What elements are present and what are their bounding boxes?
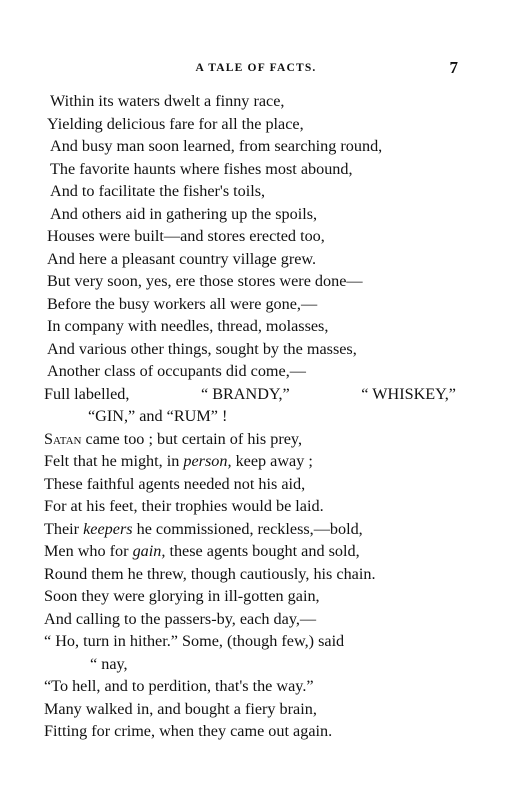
poem-line: Within its waters dwelt a finny race, xyxy=(50,92,285,110)
poem-line: But very soon, yes, ere those stores were done— xyxy=(47,272,363,290)
emphasis-person: person, xyxy=(183,452,232,470)
poem-line: Before the busy workers all were gone,— xyxy=(47,294,318,313)
poem-line: “ Ho, turn in hither.” Some, (though few,) said xyxy=(44,632,345,650)
poem-line-person xyxy=(44,450,464,473)
poem-line: And calling to the passers-by, each day,— xyxy=(44,609,317,628)
poem-line: These faithful agents needed not his aid, xyxy=(44,474,306,493)
poem-text xyxy=(44,90,464,743)
emphasis-gain: gain, xyxy=(132,542,166,560)
poem-line: Many walked in, and bought a fiery brain, xyxy=(44,699,317,718)
poem-line: And various other things, sought by the masses, xyxy=(47,339,357,358)
line-text: Felt that he might, in xyxy=(44,452,184,470)
line-text: Men who for xyxy=(44,542,133,560)
poem-line: And others aid in gathering up the spoils, xyxy=(50,204,318,223)
poem-line-gin: “GIN,” and “RUM” ! xyxy=(88,407,228,425)
line-text: Their xyxy=(44,519,84,538)
line-text: these agents bought and sold, xyxy=(165,542,360,560)
poem-line: Round them he threw, though cautiously, his chain. xyxy=(44,564,376,583)
poem-line: Yielding delicious fare for all the place, xyxy=(47,114,304,133)
poem-line: Soon they were glorying in ill-gotten gain, xyxy=(44,587,320,605)
poem-line: And here a pleasant country village grew. xyxy=(47,249,317,268)
poem-line-gain xyxy=(44,540,464,563)
page-header xyxy=(0,58,512,78)
page-number: 7 xyxy=(449,58,458,77)
poem-line: In company with needles, thread, molasses, xyxy=(47,317,329,335)
poem-line-brandy xyxy=(44,383,456,406)
poem-line: Another class of occupants did come,— xyxy=(47,362,306,380)
whiskey-text: “ WHISKEY,” xyxy=(361,384,456,403)
satan-rest: came too ; but certain of his prey, xyxy=(81,429,303,448)
poem-line: For at his feet, their trophies would be laid. xyxy=(44,497,324,515)
poem-line: The favorite haunts where fishes most abound, xyxy=(50,159,353,178)
emphasis-keepers: keepers xyxy=(83,519,133,538)
poem-line: Houses were built—and stores erected too, xyxy=(47,227,325,245)
poem-line-keepers xyxy=(44,518,464,541)
poem-line: And busy man soon learned, from searching round, xyxy=(50,137,383,155)
full-labelled-text: Full labelled, xyxy=(44,384,130,403)
line-text: keep away ; xyxy=(231,452,313,470)
brandy-text: “ BRANDY,” xyxy=(200,384,290,403)
poem-line: Fitting for crime, when they came out again. xyxy=(44,722,333,740)
poem-line: “To hell, and to perdition, that's the way.” xyxy=(44,677,314,695)
poem-line-nay: “ nay, xyxy=(90,654,128,673)
running-title: A TALE OF FACTS. xyxy=(195,62,317,74)
satan-name: Satan xyxy=(44,429,82,448)
line-text: he commissioned, reckless,—bold, xyxy=(132,519,363,538)
poem-line: And to facilitate the fisher's toils, xyxy=(50,182,266,200)
poem-line-satan xyxy=(44,428,464,451)
